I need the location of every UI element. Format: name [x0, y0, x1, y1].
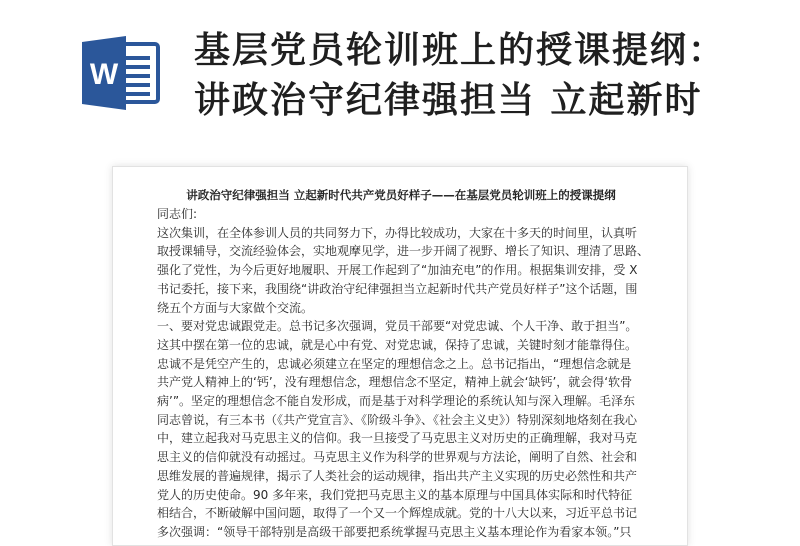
word-icon	[78, 34, 164, 112]
document-line: 忠诚不是凭空产生的，忠诚必须建立在坚定的理想信念之上。总书记指出，“理想信念就是	[157, 356, 632, 371]
document-line: 病’”。坚定的理想信念不能自发形成，而是基于对科学理论的系统认知与深入理解。毛泽东	[157, 394, 636, 409]
document-line: 思主义的信仰就没有动摇过。马克思主义作为科学的世界观与方法论，阐明了自然、社会和	[157, 450, 638, 465]
document-line: 党人的历史使命。90 多年来，我们党把马克思主义的基本原理与中国具体实际和时代特征	[157, 487, 633, 502]
document-line: 相结合，不断破解中国问题，取得了一个又一个辉煌成就。党的十八大以来，习近平总书记	[157, 506, 638, 521]
document-body	[157, 205, 650, 542]
document-line: 中，建立起我对马克思主义的信仰。我一旦接受了马克思主义对历史的正确理解，我对马克	[157, 431, 638, 446]
page-title-line-1: 基层党员轮训班上的授课提纲：	[194, 30, 727, 71]
document-line: 同志曾说，有三本书（《共产党宣言》、《阶级斗争》、《社会主义史》）特别深刻地烙刻在我心	[157, 412, 638, 427]
document-line: 书记委托，接下来，我围绕“讲政治守纪律强担当立起新时代共产党员好样子”这个话题，围	[157, 281, 638, 296]
document-line: 这次集训，在全体参训人员的共同努力下，办得比较成功，大家在十多天的时间里，认真听	[157, 225, 638, 240]
document-line: 共产党人精神上的‘钙’，没有理想信念，理想信念不坚定，精神上就会‘缺钙’，就会得‘软骨	[157, 375, 633, 390]
document-line: 这其中摆在第一位的忠诚，就是心中有党、对党忠诚，保持了忠诚，关键时刻才能靠得住。	[157, 337, 638, 352]
document-line: 同志们:	[157, 207, 198, 221]
document-page	[112, 166, 688, 546]
document-line: 取授课辅导，交流经验体会，实地观摩见学，进一步开阔了视野、增长了知识、理清了思路、	[157, 244, 650, 259]
page-title	[194, 26, 794, 126]
document-line: 绕五个方面与大家做个交流。	[157, 300, 314, 315]
document-heading: 讲政治守纪律强担当 立起新时代共产党员好样子——在基层党员轮训班上的授课提纲	[186, 188, 616, 202]
document-line: 一、要对党忠诚跟党走。总书记多次强调，党员干部要“对党忠诚、个人干净、敢于担当”。	[157, 319, 638, 334]
document-line: 多次强调：“领导干部特别是高级干部要把系统掌握马克思主义基本理论作为看家本领。”只	[157, 524, 632, 539]
page-title-line-2: 讲政治守纪律强担当 立起新时	[194, 80, 703, 121]
document-line: 强化了党性，为今后更好地履职、开展工作起到了“加油充电”的作用。根据集训安排，受 X	[157, 263, 638, 278]
word-icon-letter: W	[89, 58, 119, 91]
banner	[0, 0, 800, 150]
document-line: 思维发展的普遍规律，揭示了人类社会的运动规律，指出共产主义实现的历史必然性和共产	[157, 468, 638, 483]
